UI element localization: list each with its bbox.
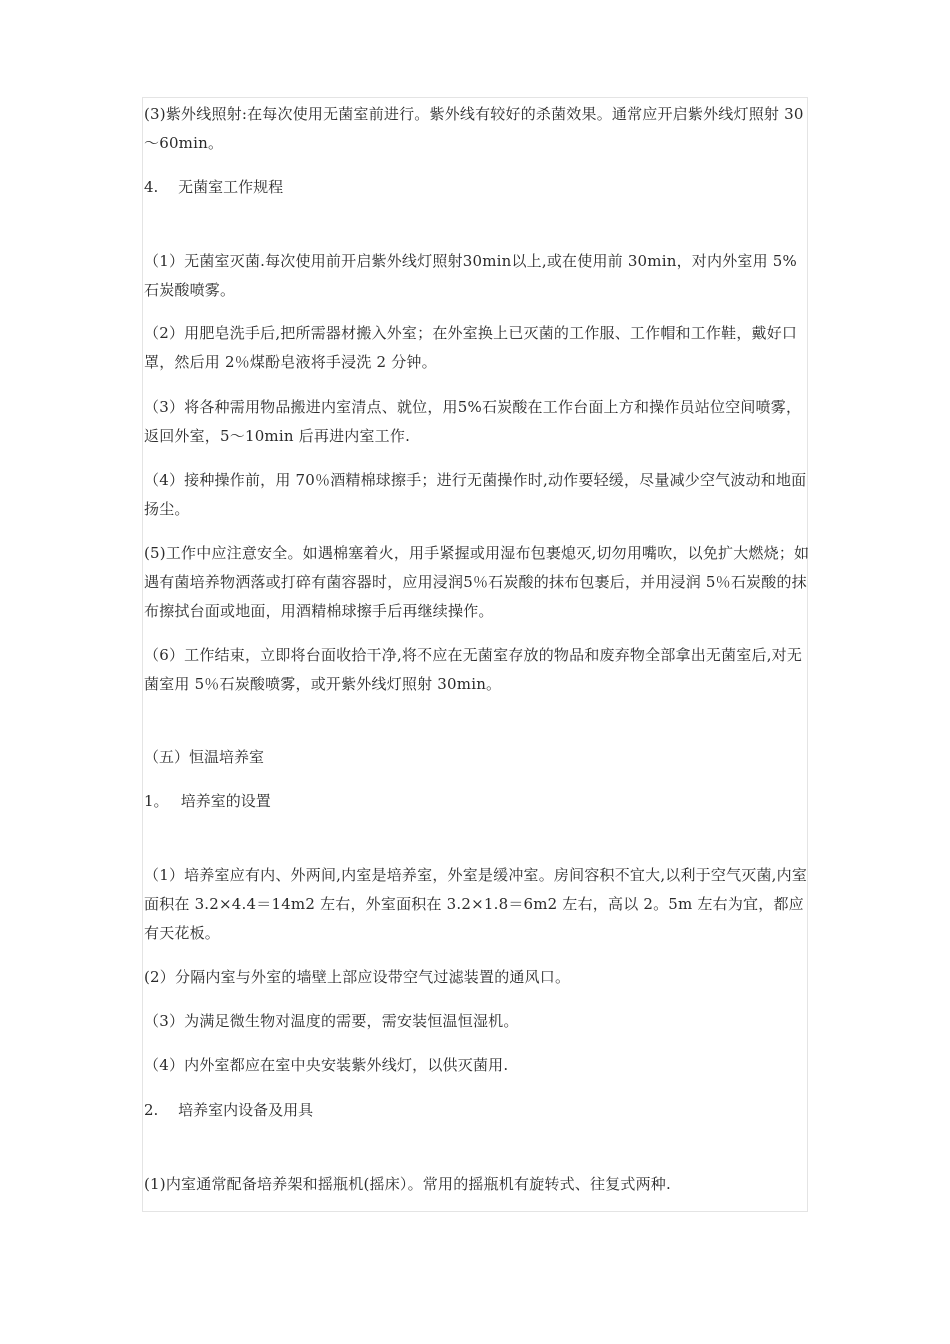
heading-incubation-room: （五）恒温培养室 xyxy=(144,748,265,766)
paragraph-equipment-1: (1)内室通常配备培养架和摇瓶机(摇床）。常用的摇瓶机有旋转式、往复式两种. xyxy=(144,1175,671,1193)
paragraph-setup-3: （3）为满足微生物对温度的需要，需安装恒温恒湿机。 xyxy=(144,1012,519,1030)
paragraph-setup-4: （4）内外室都应在室中央安装紫外线灯，以供灭菌用. xyxy=(144,1056,509,1074)
paragraph-rule-4: （4）接种操作前，用 70％酒精棉球擦手；进行无菌操作时,动作要轻缓，尽量减少空气波动和地面扬尘。 xyxy=(144,471,807,518)
paragraph-rule-2: （2）用肥皂洗手后,把所需器材搬入外室；在外室换上已灭菌的工作服、工作帽和工作鞋，戴好口罩，然后用 2％煤酚皂液将手浸洗 2 分钟。 xyxy=(144,324,798,371)
paragraph-rule-5: (5)工作中应注意安全。如遇棉塞着火，用手紧握或用湿布包裹熄灭,切勿用嘴吹，以免扩大燃烧；如遇有菌培养物洒落或打碎有菌容器时，应用浸润5％石炭酸的抹布包裹后，并用浸润 5％石炭酸的抹布擦拭台面或地面，用酒精棉球擦手后再继续操作。 xyxy=(144,544,810,620)
paragraph-rule-1: （1）无菌室灭菌.每次使用前开启紫外线灯照射30min以上,或在使用前 30min，对内外室用 5%石炭酸喷雾。 xyxy=(144,252,797,299)
paragraph-uv-irradiation: (3)紫外线照射:在每次使用无菌室前进行。紫外线有较好的杀菌效果。通常应开启紫外线灯照射 30～60min。 xyxy=(144,105,804,152)
heading-sterile-room-rules: 4. 无菌室工作规程 xyxy=(144,178,284,196)
paragraph-rule-6: （6）工作结束，立即将台面收拾干净,将不应在无菌室存放的物品和废弃物全部拿出无菌室后,对无菌室用 5％石炭酸喷雾，或开紫外线灯照射 30min。 xyxy=(144,646,803,693)
heading-room-equipment: 2. 培养室内设备及用具 xyxy=(144,1101,314,1119)
paragraph-rule-3: （3）将各种需用物品搬进内室清点、就位，用5%石炭酸在工作台面上方和操作员站位空间喷雾，返回外室，5～10min 后再进内室工作. xyxy=(144,398,802,445)
paragraph-setup-1: （1）培养室应有内、外两间,内室是培养室，外室是缓冲室。房间容积不宜大,以利于空气灭菌,内室面积在 3.2×4.4＝14m2 左右，外室面积在 3.2×1.8＝6m2 左右，高以 2。5m 左右为宜，都应有天花板。 xyxy=(144,866,808,942)
paragraph-setup-2: (2）分隔内室与外室的墙壁上部应设带空气过滤装置的通风口。 xyxy=(144,968,571,986)
heading-room-setup: 1。 培养室的设置 xyxy=(144,792,271,810)
